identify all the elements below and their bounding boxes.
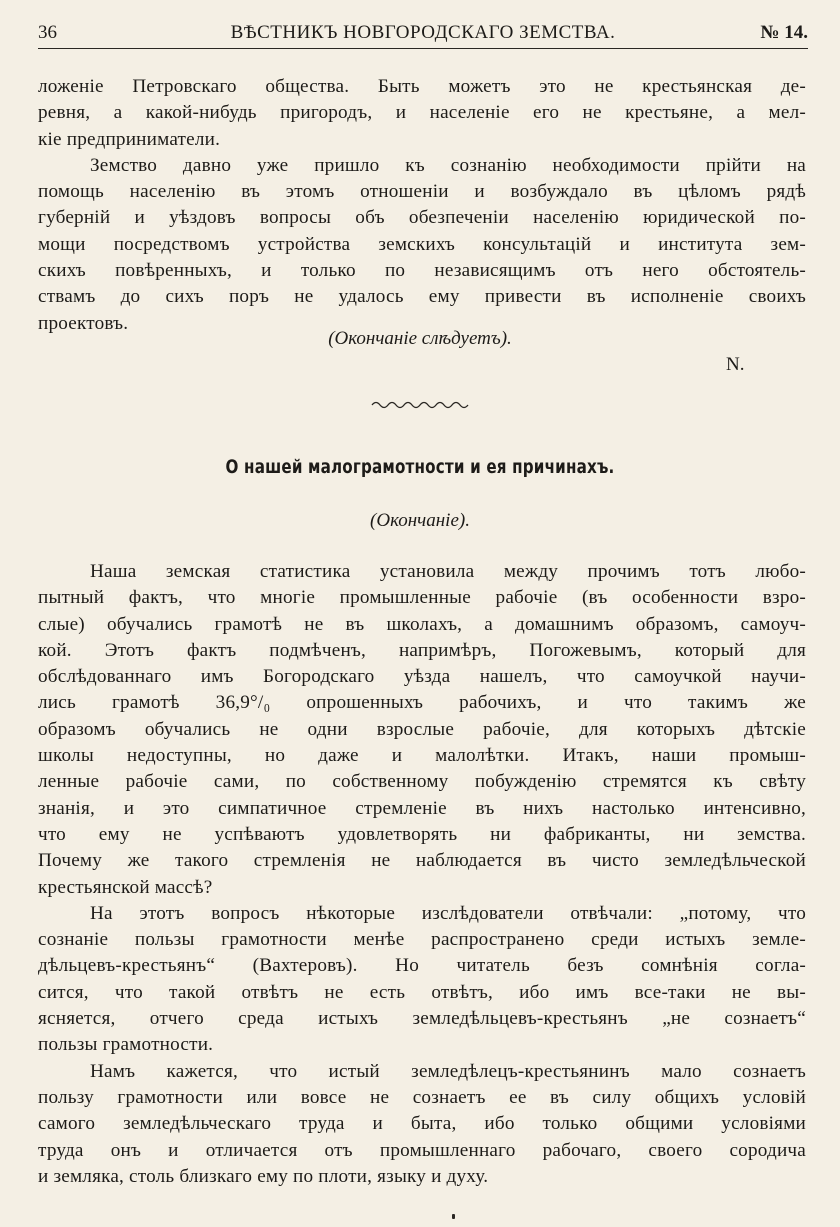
text-line: сознанiе пользы грамотности менѣе распространено среди истыхъ земле- xyxy=(38,929,806,951)
text-line: образомъ обучались не одни взрослые рабочiе, для которыхъ дѣтскiе xyxy=(38,718,806,740)
text-line: Наша земская статистика установила между прочимъ тотъ любо- xyxy=(90,561,806,582)
text-line: мощи посредствомъ устройства земскихъ консультацiй и института зем- xyxy=(38,233,806,255)
running-header xyxy=(38,18,808,48)
continuation-note: (Окончанiе слѣдуетъ). xyxy=(328,328,512,349)
header-rule xyxy=(38,48,808,49)
text-line: слые) обучались грамотѣ не въ школахъ, а домашнимъ образомъ, самоуч- xyxy=(38,613,806,635)
text-line: помощь населенiю въ этомъ отношенiи и возбуждало въ цѣломъ рядѣ xyxy=(38,181,806,203)
article-title: О нашей малограмотности и ея причинахъ. xyxy=(225,457,615,478)
top-text-block xyxy=(38,74,806,337)
text-line: Земство давно уже пришло къ сознанiю необходимости прiйти на xyxy=(90,154,806,176)
text-line: лись грамотѣ 36,9°/₀ опрошенныхъ рабочихъ, и что такимъ же xyxy=(38,692,806,714)
article-body xyxy=(38,559,806,1190)
text-line: пользу грамотности или вовсе не сознаетъ ее въ силу общихъ условiй xyxy=(38,1086,806,1108)
text-line: школы недоступны, но даже и малолѣтки. Итакъ, наши промыш- xyxy=(38,745,806,767)
text-line: труда онъ и отличается отъ промышленнаго рабочаго, своего сородича xyxy=(38,1139,806,1161)
ornament-divider xyxy=(370,398,470,412)
text-line: обслѣдованнаго имъ Богородскаго уѣзда нашелъ, что самоучкой научи- xyxy=(38,666,806,688)
issue-number: № 14. xyxy=(760,22,808,43)
text-line: ясняется, отчего среда истыхъ земледѣльцевъ-крестьянъ „не сознаетъ“ xyxy=(38,1008,806,1030)
text-line: кой. Этотъ фактъ подмѣченъ, напримѣръ, Погожевымъ, который для xyxy=(38,639,806,661)
text-line: что ему не успѣваютъ удовлетворять ни фабриканты, ни земства. xyxy=(38,823,806,845)
text-line: пытный фактъ, что многiе промышленные рабочiе (въ особенности взро- xyxy=(38,587,806,609)
text-line: дѣльцевъ-крестьянъ“ (Вахтеровъ). Но читатель безъ сомнѣнiя согла- xyxy=(38,955,806,977)
text-line: и земляка, столь близкаго ему по плоти, языку и духу. xyxy=(38,1165,489,1187)
text-line: сится, что такой отвѣтъ не есть отвѣтъ, ибо имъ все-таки не вы- xyxy=(38,981,806,1003)
text-line: скихъ повѣренныхъ, и только по независящимъ отъ него обстоятель- xyxy=(38,260,806,282)
text-line: знанiя, и это симпатичное стремленiе въ нихъ настолько интенсивно, xyxy=(38,797,806,819)
text-line: На этотъ вопросъ нѣкоторые изслѣдователи отвѣчали: „потому, что xyxy=(90,902,806,924)
article-subtitle: (Окончанiе). xyxy=(370,510,470,531)
text-line: пользы грамотности. xyxy=(38,1034,214,1056)
text-line: ложенiе Петровскаго общества. Быть можетъ это не крестьянская де- xyxy=(38,76,806,97)
page-number: 36 xyxy=(38,22,57,43)
text-line: Почему же такого стремленiя не наблюдается въ чисто земледѣльческой xyxy=(38,850,806,872)
text-line: крестьянской массѣ? xyxy=(38,876,213,898)
ink-speck xyxy=(452,1214,455,1219)
text-line: ленные рабочiе сами, по собственному побужденiю стремятся къ свѣту xyxy=(38,771,806,793)
text-line: самого земледѣльческаго труда и быта, ибо только общими условiями xyxy=(38,1113,806,1135)
text-line: проектовъ. xyxy=(38,312,129,334)
author-signature: N. xyxy=(726,354,745,375)
text-line: губернiй и уѣздовъ вопросы объ обезпеченiи населенiю юридической по- xyxy=(38,207,806,229)
text-line: кiе предприниматели. xyxy=(38,128,221,150)
text-line: ревня, а какой-нибудь пригородъ, и населенiе его не крестьяне, а мел- xyxy=(38,102,806,124)
journal-title: ВѢСТНИКЪ НОВГОРОДСКАГО ЗЕМСТВА. xyxy=(230,22,616,43)
text-line: ствамъ до сихъ поръ не удалось ему привести въ исполненiе своихъ xyxy=(38,286,806,308)
text-line: Намъ кажется, что истый земледѣлецъ-крестьянинъ мало сознаетъ xyxy=(90,1060,806,1082)
